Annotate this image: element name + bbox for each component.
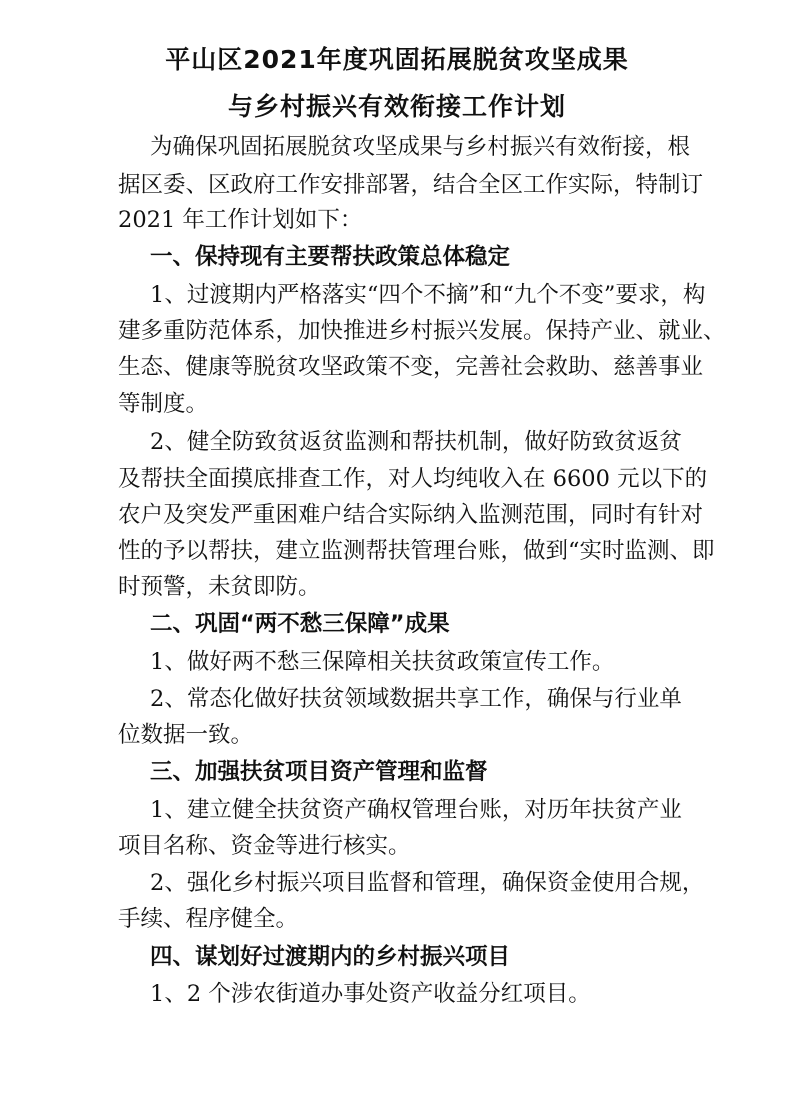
- section-heading-2: 二、巩固“两不愁三保障”成果: [150, 611, 450, 637]
- paragraph-line: 项目名称、资金等进行核实。: [118, 833, 411, 859]
- paragraph-line: 及帮扶全面摸底排查工作，对人均纯收入在 6600 元以下的: [118, 466, 708, 492]
- paragraph-line: 2021 年工作计划如下：: [118, 207, 363, 233]
- paragraph-line: 2、健全防致贫返贫监测和帮扶机制，做好防致贫返贫: [150, 429, 682, 455]
- paragraph-line: 1、2 个涉农街道办事处资产收益分红项目。: [150, 981, 591, 1007]
- paragraph-line: 2、强化乡村振兴项目监督和管理，确保资金使用合规，: [150, 870, 705, 896]
- paragraph-line: 生态、健康等脱贫攻坚政策不变，完善社会救助、慈善事业: [118, 354, 704, 380]
- paragraph-line: 2、常态化做好扶贫领域数据共享工作，确保与行业单: [150, 686, 682, 712]
- paragraph-line: 建多重防范体系，加快推进乡村振兴发展。保持产业、就业、: [118, 318, 726, 344]
- paragraph-line: 时预警，未贫即防。: [118, 574, 321, 600]
- paragraph-line: 农户及突发严重困难户结合实际纳入监测范围，同时有针对: [118, 502, 704, 528]
- section-heading-3: 三、加强扶贫项目资产管理和监督: [150, 759, 488, 785]
- paragraph-line: 1、做好两不愁三保障相关扶贫政策宣传工作。: [150, 649, 615, 675]
- paragraph-line: 位数据一致。: [118, 722, 254, 748]
- paragraph-line: 据区委、区政府工作安排部署，结合全区工作实际，特制订: [118, 172, 704, 198]
- document-title-line-2: 与乡村振兴有效衔接工作计划: [227, 92, 566, 121]
- document-title-line-1: 平山区2021年度巩固拓展脱贫攻坚成果: [165, 45, 629, 74]
- section-heading-4: 四、谋划好过渡期内的乡村振兴项目: [150, 944, 511, 970]
- paragraph-line: 为确保巩固拓展脱贫攻坚成果与乡村振兴有效衔接，根: [150, 134, 691, 160]
- paragraph-line: 1、过渡期内严格落实“四个不摘”和“九个不变”要求，构: [150, 282, 706, 308]
- section-heading-1: 一、保持现有主要帮扶政策总体稳定: [150, 244, 511, 270]
- paragraph-line: 等制度。: [118, 391, 209, 417]
- paragraph-line: 性的予以帮扶，建立监测帮扶管理台账，做到“实时监测、即: [118, 538, 715, 564]
- paragraph-line: 1、建立健全扶贫资产确权管理台账，对历年扶贫产业: [150, 797, 682, 823]
- paragraph-line: 手续、程序健全。: [118, 906, 299, 932]
